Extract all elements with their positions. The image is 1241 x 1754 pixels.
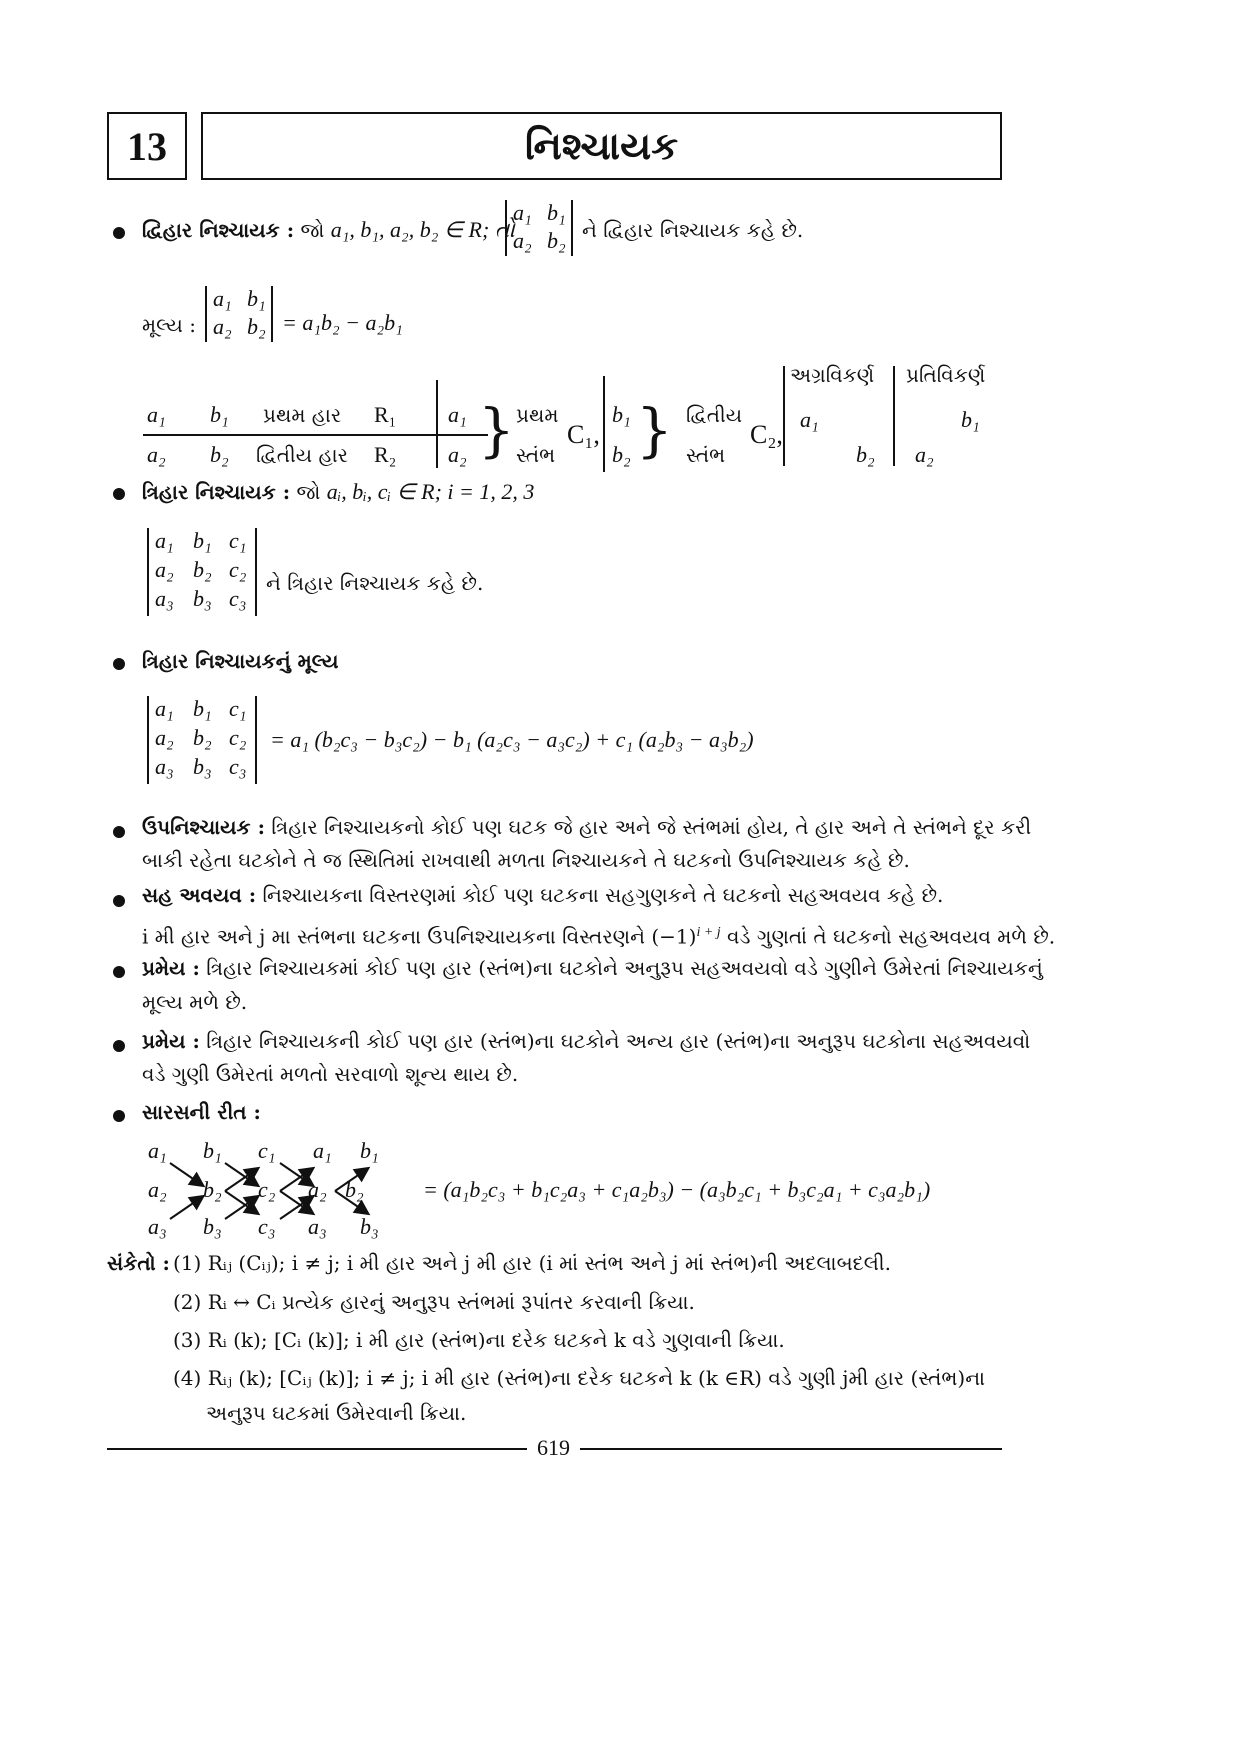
value-rhs: = a₁b₂ − a₂b₁ [282, 310, 403, 335]
sarrus-r2c1: a₂ [148, 1177, 167, 1202]
bullet-1 [113, 227, 125, 239]
value-m22: b₂ [247, 314, 266, 339]
col2-v2: b₂ [612, 442, 631, 467]
s2-m32: b₃ [193, 586, 212, 611]
s2-matrix [147, 528, 257, 616]
bullet-3 [113, 658, 125, 670]
value-m11: a₁ [213, 286, 232, 311]
value-matrix [205, 286, 273, 342]
col2-brace: } [636, 396, 673, 464]
s7-head: પ્રમેય : [142, 1029, 200, 1053]
bullet-2 [113, 488, 125, 500]
chapter-title-box [201, 112, 1002, 180]
col1-top: પ્રથમ [516, 403, 559, 427]
s2-m13: c₁ [229, 528, 247, 553]
sarrus-r3c1: a₃ [148, 1214, 167, 1239]
col2-v1: b₁ [612, 402, 631, 427]
footer-rule-right [580, 1448, 1002, 1450]
s5-sup: i + j [696, 925, 721, 940]
s1-lead: જો [300, 218, 325, 242]
s2-tail: ને ત્રિહાર નિશ્ચાયક કહે છે. [266, 571, 484, 595]
sarrus-r1c4: a₁ [313, 1138, 332, 1163]
s3-m21: a₂ [155, 725, 174, 750]
col2-top: દ્વિતીય [686, 403, 743, 427]
s2-lead: જો [296, 480, 321, 504]
note-4b: અનુરૂપ ઘટકમાં ઉમેરવાની ક્રિયા. [206, 1401, 467, 1425]
page-number: 619 [537, 1435, 570, 1460]
s1-matrix [505, 200, 573, 256]
s2-cond: aᵢ, bᵢ, cᵢ ∈ R; i = 1, 2, 3 [326, 479, 535, 504]
sarrus-r2c2: b₂ [203, 1177, 222, 1202]
s5-line1 [142, 880, 943, 910]
s6-text1: ત્રિહાર નિશ્ચાયકમાં કોઈ પણ હાર (સ્તંભ)ના ઘટકોને અનુરૂપ સહઅવયવો વડે ગુણીને ઉમેરતાં નિશ્ચાયકનું [206, 956, 1043, 980]
s2-line [142, 477, 534, 507]
s6-head: પ્રમેય : [142, 956, 200, 980]
s5-head: સહ અવયવ : [142, 883, 257, 907]
col2-bar [603, 376, 605, 472]
s3-m32: b₃ [193, 754, 212, 779]
col1-bottom: સ્તંભ [516, 443, 556, 467]
s4-text1: ત્રિહાર નિશ્ચાયકનો કોઈ પણ ઘટક જે હાર અને જે સ્તંભમાં હોય, તે હાર અને તે સ્તંભને દૂર કરી [271, 815, 1032, 839]
bullet-5 [113, 895, 125, 907]
tbl-r2-b: b₂ [210, 442, 229, 467]
s4-head: ઉપનિશ્ચાયક : [142, 815, 266, 839]
s1-m11: a₁ [513, 200, 532, 225]
s1-head: દ્વિહાર નિશ્ચાયક : [142, 218, 295, 242]
sarrus-r3c5: b₃ [360, 1214, 379, 1239]
tbl-r2-name: R₂ [374, 442, 397, 467]
col2-bottom: સ્તંભ [686, 443, 726, 467]
s2-m22: b₂ [193, 557, 212, 582]
tbl-r1-b: b₁ [210, 402, 229, 427]
diag-lead-label: અગ્રવિકર્ણ [790, 363, 875, 387]
value-m21: a₂ [213, 314, 232, 339]
bullet-8 [113, 1110, 125, 1122]
diag-bar-mid [893, 366, 895, 466]
s2-m11: a₁ [155, 528, 174, 553]
diag-lead-v1: a₁ [800, 407, 819, 432]
s2-m31: a₃ [155, 586, 174, 611]
s3-m11: a₁ [155, 696, 174, 721]
diag-lead-v2: b₂ [856, 442, 875, 467]
note-2: (2) Rᵢ ↔ Cᵢ પ્રત્યેક હારનું અનુરૂપ સ્તંભમાં રૂપાંતર કરવાની ક્રિયા. [173, 1290, 695, 1314]
sarrus-rhs: = (a₁b₂c₃ + b₁c₂a₃ + c₁a₂b₃) − (a₃b₂c₁ + b₃c₂a₁ + c₃a₂b₁) [423, 1177, 931, 1202]
note-4a: (4) Rᵢⱼ (k); [Cᵢⱼ (k)]; i ≠ j; i મી હાર (સ્તંભ)ના દરેક ઘટકને k (k ∈R) વડે ગુણી jમી હાર (સ્તંભ)ના [173, 1366, 986, 1390]
chapter-title: નિશ્ચાયક [524, 123, 679, 168]
s5-text2b: વડે ગુણતાં તે ઘટકનો સહઅવયવ મળે છે. [720, 924, 1056, 949]
s1-m22: b₂ [547, 228, 566, 253]
note-3: (3) Rᵢ (k); [Cᵢ (k)]; i મી હાર (સ્તંભ)ના દરેક ઘટકને k વડે ગુણવાની ક્રિયા. [173, 1328, 785, 1352]
sarrus-r1c1: a₁ [148, 1138, 167, 1163]
bullet-4 [113, 826, 125, 838]
diag-anti-v2: a₂ [915, 442, 934, 467]
s6-line1 [142, 953, 1043, 983]
s3-head: ત્રિહાર નિશ્ચાયકનું મૂલ્ય [142, 649, 339, 673]
s3-m12: b₁ [193, 696, 212, 721]
col1-v1: a₁ [448, 402, 467, 427]
s8-head: સારસની રીત : [142, 1100, 261, 1124]
footer-rule-left [107, 1448, 527, 1450]
tbl-r1-a: a₁ [147, 402, 166, 427]
diag-bar-left [783, 366, 785, 466]
s2-m23: c₂ [229, 557, 247, 582]
s3-rhs: = a₁ (b₂c₃ − b₃c₂) − b₁ (a₂c₃ − a₃c₂) + c₁ (a₂b₃ − a₃b₂) [270, 727, 754, 752]
sarrus-r2c5: b₂ [345, 1177, 364, 1202]
s1-m12: b₁ [547, 200, 566, 225]
col1-name: C₁, [567, 420, 600, 449]
s3-m13: c₁ [229, 696, 247, 721]
sarrus-r1c5: b₁ [360, 1138, 379, 1163]
value-m12: b₁ [247, 286, 266, 311]
value-label: મૂલ્ય : [142, 313, 196, 337]
sarrus-r3c2: b₃ [203, 1214, 222, 1239]
s3-m33: c₃ [229, 754, 247, 779]
col2-name: C₂, [750, 420, 783, 449]
sarrus-r3c3: c₃ [258, 1214, 276, 1239]
note-1: (1) Rᵢⱼ (Cᵢⱼ); i ≠ j; i મી હાર અને j મી હાર (i માં સ્તંભ અને j માં સ્તંભ)ની અદલાબદલી. [173, 1251, 892, 1275]
diag-anti-v1: b₁ [961, 407, 980, 432]
tbl-r1-label: પ્રથમ હાર [263, 403, 342, 427]
s7-line1 [142, 1026, 1030, 1056]
chapter-number-box [107, 112, 187, 180]
sarrus-r2c3: c₂ [258, 1177, 276, 1202]
s1-cond: a₁, b₁, a₂, b₂ ∈ R; તો [330, 217, 515, 242]
sarrus-r2c4: a₂ [308, 1177, 327, 1202]
tbl-r2-a: a₂ [147, 442, 166, 467]
s4-text2: બાકી રહેતા ઘટકોને તે જ સ્થિતિમાં રાખવાથી મળતા નિશ્ચાયકને તે ઘટકનો ઉપનિશ્ચાયક કહે છે. [142, 848, 910, 872]
s7-text1: ત્રિહાર નિશ્ચાયકની કોઈ પણ હાર (સ્તંભ)ના ઘટકોને અન્ય હાર (સ્તંભ)ના અનુરૂપ ઘટકોના સહઅવયવો [206, 1029, 1031, 1053]
s1-m21: a₂ [513, 228, 532, 253]
s2-m12: b₁ [193, 528, 212, 553]
s2-head: ત્રિહાર નિશ્ચાયક : [142, 480, 291, 504]
s4-line1 [142, 812, 1031, 842]
tbl-r2-label: દ્વિતીય હાર [256, 443, 348, 467]
s1-line [142, 215, 515, 245]
col1-brace: } [478, 396, 515, 464]
col1-bar [436, 380, 438, 468]
s3-m22: b₂ [193, 725, 212, 750]
s2-m21: a₂ [155, 557, 174, 582]
s5-text1: નિશ્ચાયકના વિસ્તરણમાં કોઈ પણ ઘટકના સહગુણકને તે ઘટકનો સહઅવયવ કહે છે. [262, 883, 944, 907]
s3-matrix [147, 696, 257, 784]
s2-m33: c₃ [229, 586, 247, 611]
s3-m23: c₂ [229, 725, 247, 750]
sarrus-r1c3: c₁ [258, 1138, 276, 1163]
bullet-7 [113, 1040, 125, 1052]
s5-line2 [142, 918, 1055, 952]
s5-text2a: i મી હાર અને j મા સ્તંભના ઘટકના ઉપનિશ્ચાયકના વિસ્તરણને (−1) [142, 924, 697, 949]
tbl-r1-name: R₁ [374, 402, 397, 427]
s7-text2: વડે ગુણી ઉમેરતાં મળતો સરવાળો શૂન્ય થાય છે. [142, 1062, 519, 1086]
sarrus-r3c4: a₃ [308, 1214, 327, 1239]
diag-anti-label: પ્રતિવિકર્ણ [906, 363, 986, 387]
s6-text2: મૂલ્ય મળે છે. [142, 990, 248, 1014]
bullet-6 [113, 966, 125, 978]
notes-head: સંકેતો : [107, 1251, 170, 1275]
chapter-number: 13 [127, 123, 167, 169]
sarrus-r1c2: b₁ [203, 1138, 222, 1163]
s3-m31: a₃ [155, 754, 174, 779]
s1-tail: ને દ્વિહાર નિશ્ચાયક કહે છે. [582, 218, 804, 242]
col1-v2: a₂ [448, 442, 467, 467]
